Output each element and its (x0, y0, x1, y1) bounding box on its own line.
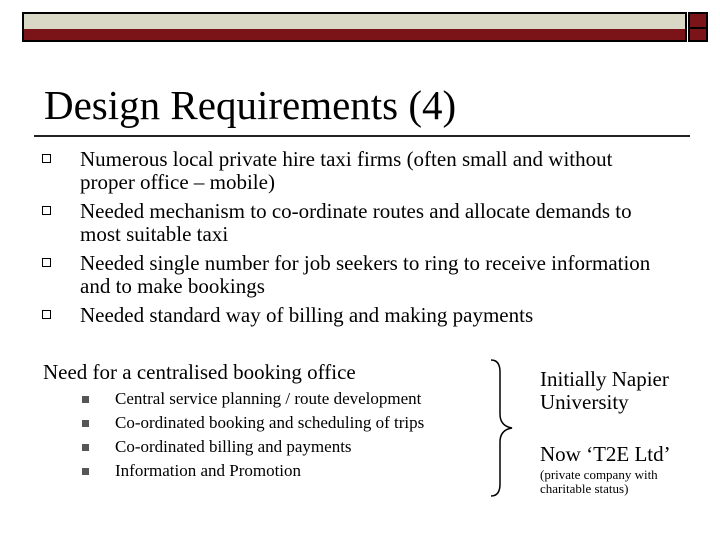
initially-text (540, 368, 669, 414)
sub-bullet-text: Co-ordinated billing and payments (115, 437, 352, 456)
filled-square-bullet-icon (82, 396, 89, 403)
bullet-item (38, 304, 658, 327)
bullet-text: Numerous local private hire taxi firms (often small and without proper office – mobile) (80, 147, 613, 194)
sub-bullet-item (80, 437, 424, 457)
bullet-text: Needed single number for job seekers to ring to receive information and to make bookings (80, 251, 651, 298)
bullet-item (38, 148, 658, 194)
sub-bullet-text: Information and Promotion (115, 461, 302, 480)
filled-square-bullet-icon (82, 420, 89, 427)
bullet-text: Needed standard way of billing and making payments (80, 303, 534, 327)
bullet-text: Needed mechanism to co-ordinate routes and allocate demands to most suitable taxi (80, 199, 632, 246)
bullet-item (38, 252, 658, 298)
sub-bullet-item (80, 413, 424, 433)
curly-brace-icon (487, 358, 517, 498)
sub-bullet-text: Co-ordinated booking and scheduling of trips (115, 413, 425, 432)
company-note-line: charitable status) (540, 481, 629, 496)
now-text: Now ‘T2E Ltd’ (540, 442, 671, 466)
header-accent-block (688, 12, 708, 42)
sub-bullet-item (80, 389, 424, 409)
hollow-square-bullet-icon (42, 258, 51, 267)
header-band (22, 12, 687, 42)
sub-bullet-text: Central service planning / route development (115, 389, 422, 408)
university-line: University (540, 390, 629, 414)
filled-square-bullet-icon (82, 468, 89, 475)
company-note (540, 468, 658, 496)
filled-square-bullet-icon (82, 444, 89, 451)
main-bullet-list (38, 148, 658, 333)
hollow-square-bullet-icon (42, 310, 51, 319)
sub-bullet-list (80, 389, 424, 485)
hollow-square-bullet-icon (42, 206, 51, 215)
initially-line: Initially Napier (540, 367, 669, 391)
slide-title: Design Requirements (4) (44, 82, 457, 128)
hollow-square-bullet-icon (42, 154, 51, 163)
sub-bullet-item (80, 461, 424, 481)
title-divider (34, 135, 690, 137)
bullet-item (38, 200, 658, 246)
company-note-line: (private company with (540, 467, 658, 482)
sub-heading: Need for a centralised booking office (43, 360, 356, 384)
